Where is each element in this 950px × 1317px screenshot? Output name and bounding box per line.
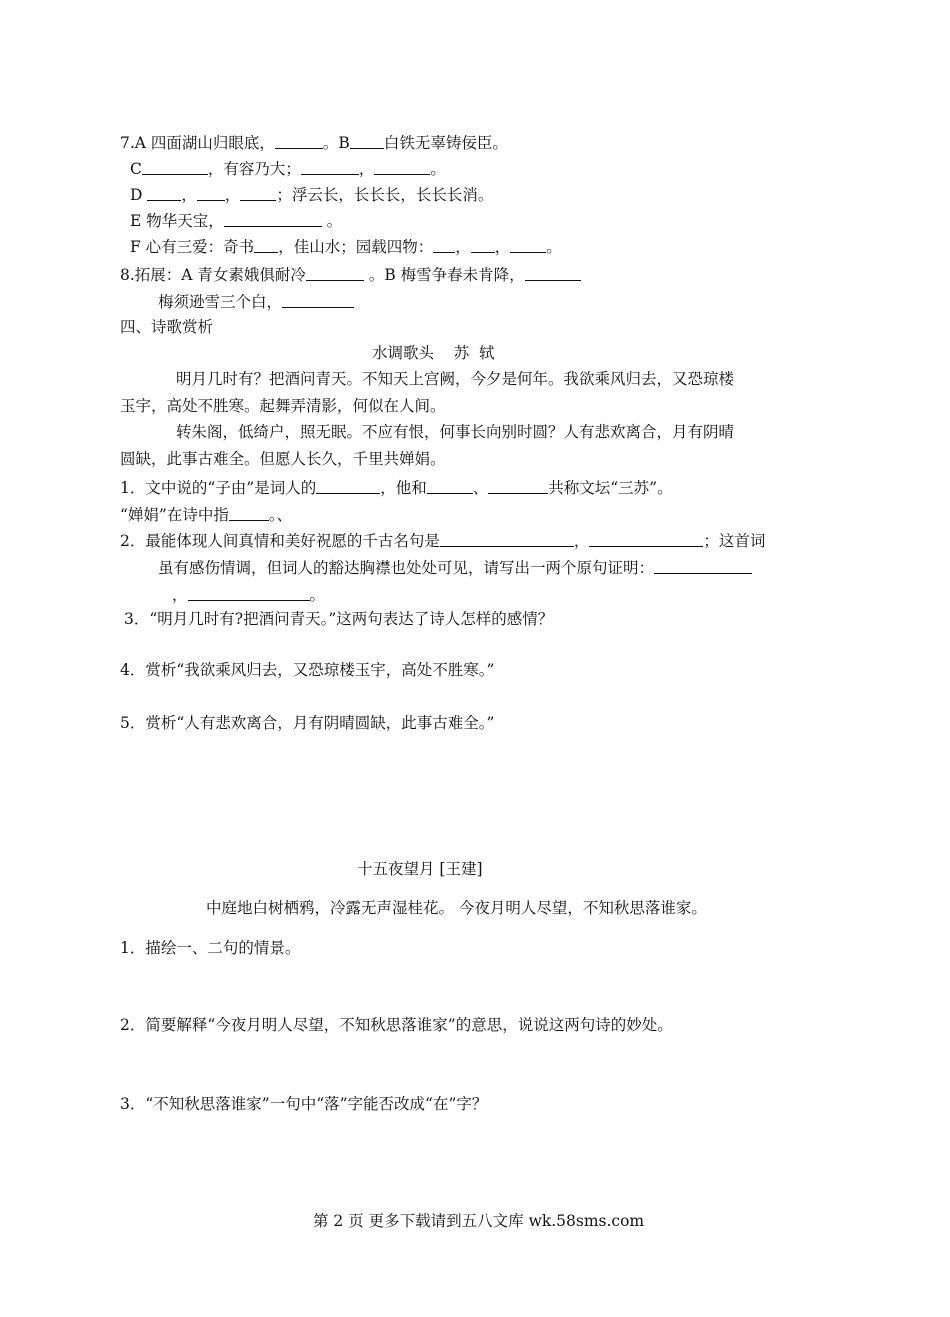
poem-title: 十五夜望月 [王建] bbox=[357, 860, 483, 878]
poem-line: 转朱阁，低绮户，照无眠。不应有恨，何事长向别时圆？人有悲欢离合，月有阴晴 bbox=[176, 423, 735, 441]
q8-line-1: 8.拓展：A 青女素娥俱耐冷 。B 梅雪争春未肯降， bbox=[120, 266, 581, 284]
q7-line-e: E 物华天宝， 。 bbox=[130, 212, 343, 230]
question-1: 1．描绘一、二句的情景。 bbox=[120, 939, 301, 957]
question-3: 3．“不知秋思落谁家”一句中“落”字能否改成“在”字？ bbox=[120, 1095, 488, 1113]
question-5: 5．赏析“人有悲欢离合，月有阴晴圆缺，此事古难全。” bbox=[120, 714, 495, 732]
section-heading: 四、诗歌赏析 bbox=[120, 318, 214, 336]
q8-line-2: 梅须逊雪三个白， bbox=[158, 293, 354, 311]
answer-blank[interactable] bbox=[197, 186, 225, 201]
poem-line: 圆缺，此事古难全。但愿人长久，千里共婵娟。 bbox=[120, 450, 446, 468]
question-1b: “婵娟”在诗中指 。、 bbox=[120, 506, 293, 524]
q7-line-c: C ，有容乃大； ， 。 bbox=[130, 160, 446, 178]
answer-blank[interactable] bbox=[282, 293, 354, 308]
q7-line-d: D ， ， ；浮云长，长长长，长长长消。 bbox=[130, 186, 494, 204]
answer-blank[interactable] bbox=[654, 559, 752, 574]
answer-blank[interactable] bbox=[306, 266, 364, 281]
answer-blank[interactable] bbox=[440, 532, 574, 547]
answer-blank[interactable] bbox=[510, 238, 546, 253]
poem-line: 玉宇，高处不胜寒。起舞弄清影，何似在人间。 bbox=[120, 397, 446, 415]
question-2: 2．简要解释“今夜月明人尽望，不知秋思落谁家”的意思，说说这两句诗的妙处。 bbox=[120, 1016, 673, 1034]
answer-blank[interactable] bbox=[229, 506, 269, 521]
question-4: 4．赏析“我欲乘风归去，又恐琼楼玉宇，高处不胜寒。” bbox=[120, 661, 495, 679]
answer-blank[interactable] bbox=[374, 160, 430, 175]
question-2c: ， 。 bbox=[172, 586, 326, 604]
question-3: 3．“明月几时有?把酒问青天。”这两句表达了诗人怎样的感情？ bbox=[124, 610, 554, 628]
page-footer: 第 2 页 更多下载请到五八文库 wk.58sms.com bbox=[313, 1212, 645, 1230]
answer-blank[interactable] bbox=[301, 160, 359, 175]
answer-blank[interactable] bbox=[188, 586, 310, 601]
answer-blank[interactable] bbox=[316, 479, 380, 494]
answer-blank[interactable] bbox=[471, 238, 495, 253]
answer-blank[interactable] bbox=[488, 479, 548, 494]
q7-line-f: F 心有三爱：奇书 ，佳山水；园载四物： ， ， 。 bbox=[130, 238, 562, 256]
answer-blank[interactable] bbox=[589, 532, 703, 547]
answer-blank[interactable] bbox=[427, 479, 473, 494]
question-2b: 虽有感伤情调，但词人的豁达胸襟也处处可见，请写出一两个原句证明： bbox=[158, 559, 752, 577]
answer-blank[interactable] bbox=[142, 160, 208, 175]
question-2: 2．最能体现人间真情和美好祝愿的千古名句是 ， ；这首词 bbox=[120, 532, 766, 550]
answer-blank[interactable] bbox=[525, 266, 581, 281]
answer-blank[interactable] bbox=[224, 212, 322, 227]
answer-blank[interactable] bbox=[433, 238, 455, 253]
poem-line: 明月几时有？把酒问青天。不知天上宫阙，今夕是何年。我欲乘风归去，又恐琼楼 bbox=[176, 370, 735, 388]
answer-blank[interactable] bbox=[275, 134, 323, 149]
q7-line-a: 7.A 四面湖山归眼底， 。B 白铁无辜铸佞臣。 bbox=[120, 134, 508, 152]
poem-text: 中庭地白树栖鸦，冷露无声湿桂花。 今夜月明人尽望，不知秋思落谁家。 bbox=[206, 899, 707, 917]
answer-blank[interactable] bbox=[147, 186, 181, 201]
answer-blank[interactable] bbox=[254, 238, 278, 253]
answer-blank[interactable] bbox=[240, 186, 276, 201]
answer-blank[interactable] bbox=[350, 134, 384, 149]
poem-title: 水调歌头 苏 轼 bbox=[372, 344, 495, 362]
question-1: 1．文中说的“子由”是词人的 ，他和 、 共称文坛“三苏”。 bbox=[120, 479, 673, 497]
